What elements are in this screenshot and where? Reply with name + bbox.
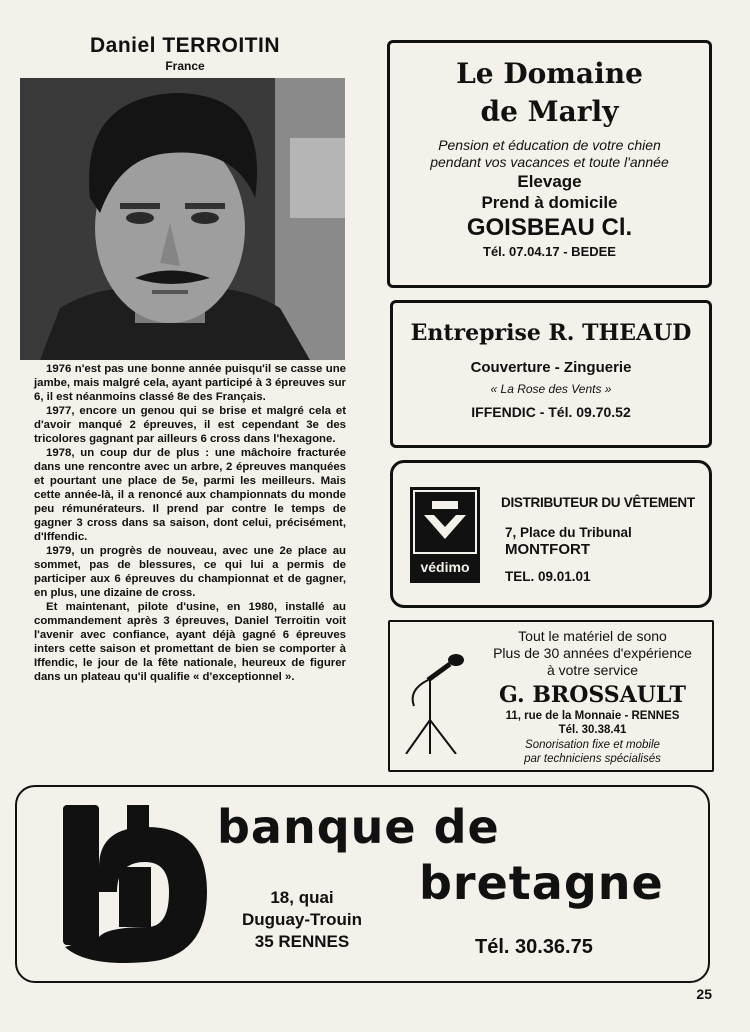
- ad-brossault-line3: à votre service: [546, 662, 639, 678]
- ad-brossault: [388, 620, 714, 772]
- banque-name-line1: banque de: [217, 800, 500, 854]
- ad-brossault-phone: Tél. 30.38.41: [558, 724, 627, 736]
- ad-vedimo-city: MONTFORT: [505, 541, 590, 558]
- athlete-name: Daniel TERROITIN: [89, 34, 281, 57]
- ad-domaine-owner: GOISBEAU Cl.: [466, 214, 633, 241]
- banque-bb-logo-icon: [57, 797, 217, 977]
- ad-brossault-footer2: par techniciens spécialisés: [524, 753, 661, 765]
- article-body: [34, 362, 346, 684]
- ad-domaine-de-marly: [387, 40, 712, 288]
- athlete-country: France: [165, 59, 205, 73]
- ad-banque-de-bretagne: [15, 785, 710, 983]
- ad-brossault-name: G. BROSSAULT: [499, 682, 686, 708]
- article-paragraph: 1976 n'est pas une bonne année puisqu'il se casse une jambe, mais malgré cela, ayant participé à 3 épreuves sur 6, il est néanmoins classé 8e des Français.: [34, 363, 346, 403]
- banque-address-line1: 18, quai: [270, 888, 334, 907]
- banque-address-line2: Duguay-Trouin: [242, 910, 362, 929]
- athlete-photo: [20, 78, 345, 360]
- ad-domaine-service-2: Prend à domicile: [481, 193, 618, 212]
- article-paragraph: Et maintenant, pilote d'usine, en 1980, installé au commandement après 3 épreuves, Daniel Terroitin voit l'avenir avec confiance, ayant déjà gagné 6 épreuves inters cette saison et promettant de bien se comporter à Iffendic, le jour de la fête nationale, heureux de figurer dans un plateau qu'il qualifie « d'exceptionnel ».: [34, 601, 346, 683]
- athlete-portrait-image: [20, 78, 345, 360]
- ad-domaine-title-line2: de Marly: [480, 95, 619, 128]
- ad-vedimo-phone: TEL. 09.01.01: [505, 569, 591, 584]
- ad-brossault-line1: Tout le matériel de sono: [518, 628, 667, 644]
- ad-vedimo-address: 7, Place du Tribunal: [505, 525, 632, 540]
- ad-theaud: [390, 300, 712, 448]
- article-paragraph: 1979, un progrès de nouveau, avec une 2e place au sommet, pas de blessures, ce qui lui a permis de participer aux 6 épreuves du championnat et de gagner, en plus, une dizaine de cross.: [34, 545, 346, 599]
- ad-theaud-subtitle: « La Rose des Vents »: [490, 382, 612, 396]
- ad-brossault-footer1: Sonorisation fixe et mobile: [525, 739, 660, 751]
- article-paragraph: 1978, un coup dur de plus : une mâchoire fracturée dans une rencontre avec un arbre, 2 épreuves manquées et pourtant une place de 5e, parmi les meilleurs. Mais cette année-là, il a renoncé aux championnats du monde peu rémunérateurs. Il prend par contre le temps de gagner 3 cross dans sa saison, dont celui, précisément, d'Iffendic.: [34, 447, 346, 543]
- ad-theaud-title: Entreprise R. THEAUD: [410, 320, 692, 346]
- ad-domaine-description-2: pendant vos vacances et toute l'année: [430, 154, 669, 170]
- banque-phone: Tél. 30.36.75: [475, 936, 593, 958]
- page-number: 25: [696, 986, 712, 1002]
- ad-domaine-service-1: Elevage: [517, 172, 582, 191]
- ad-vedimo: [390, 460, 712, 608]
- vedimo-logo: [410, 487, 480, 583]
- ad-domaine-description-1: Pension et éducation de votre chien: [438, 137, 661, 153]
- ad-vedimo-title: DISTRIBUTEUR DU VÊTEMENT: [501, 495, 695, 510]
- article-paragraph: 1977, encore un genou qui se brise et malgré cela et d'avoir manqué 2 épreuves, il est cependant 3e des tricolores gagnant par ailleurs 6 cross dans l'hexagone.: [34, 405, 346, 445]
- microphone-stand-icon: [398, 650, 470, 759]
- ad-theaud-contact: IFFENDIC - Tél. 09.70.52: [471, 404, 631, 420]
- ad-theaud-service: Couverture - Zinguerie: [470, 359, 632, 376]
- ad-brossault-address: 11, rue de la Monnaie - RENNES: [505, 710, 680, 722]
- ad-domaine-title-line1: Le Domaine: [456, 57, 643, 90]
- banque-address-line3: 35 RENNES: [254, 932, 350, 951]
- banque-name-line2: bretagne: [419, 856, 664, 910]
- ad-brossault-line2: Plus de 30 années d'expérience: [493, 645, 692, 661]
- vedimo-logo-text: védimo: [420, 559, 470, 575]
- ad-domaine-contact: Tél. 07.04.17 - BEDEE: [483, 244, 616, 259]
